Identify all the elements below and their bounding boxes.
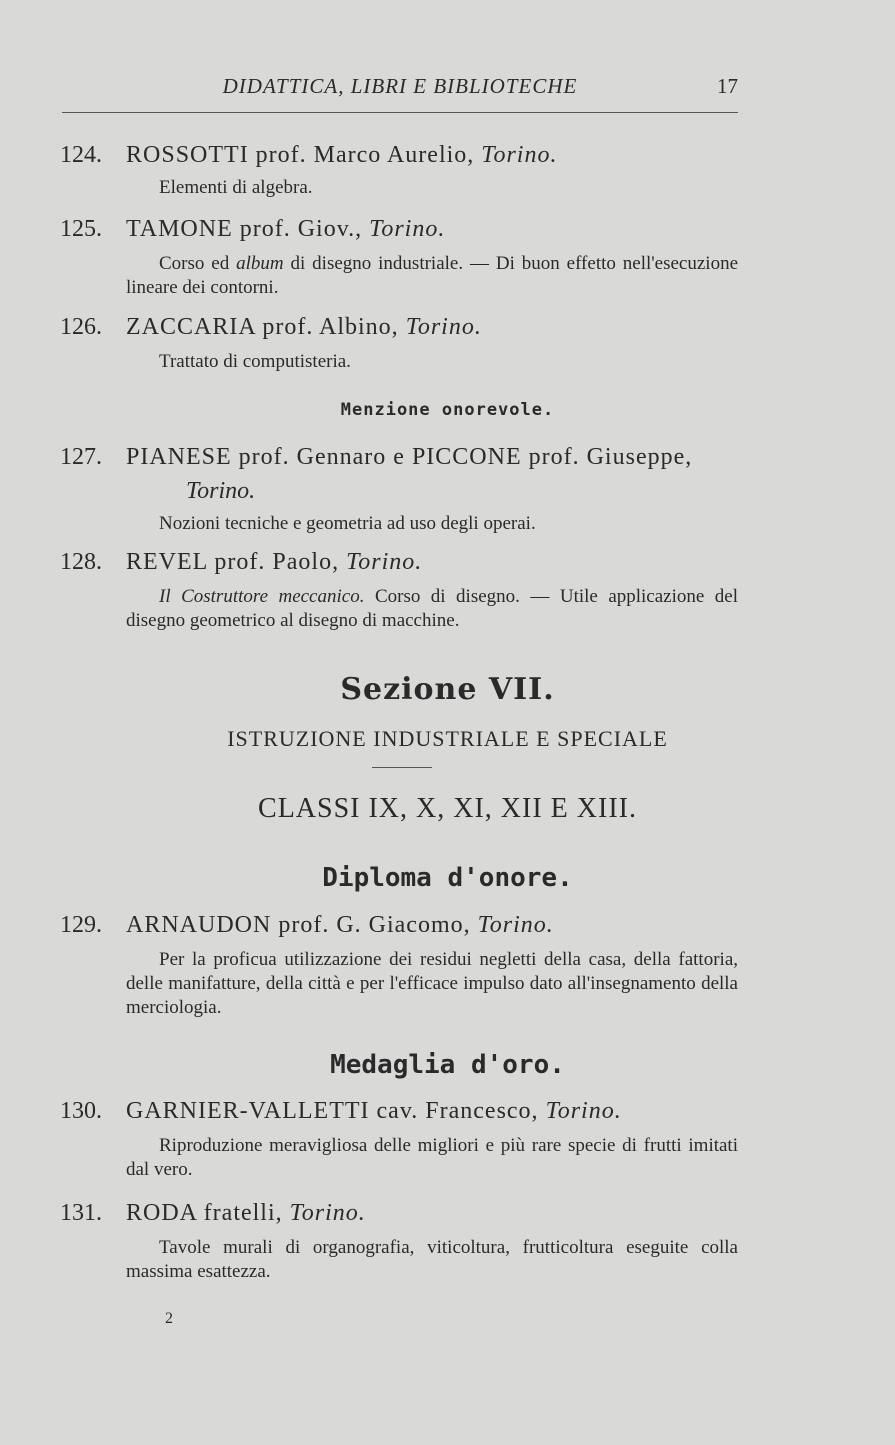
entry-129 [0,912,895,1018]
divider [372,767,432,768]
entry-description: Il Costruttore meccanico. Corso di disegno. — Utile applicazione del disegno geometrico al disegno di macchine. [126,586,739,631]
entry-131 [0,1200,895,1282]
entry-name: ARNAUDON prof. G. Giacomo, Torino. [126,912,554,938]
entry-125 [0,216,895,298]
classes-heading: CLASSI IX, X, XI, XII E XIII. [258,793,637,824]
entry-number: 127. [60,444,102,470]
entry-number: 126. [60,314,102,340]
entry-number: 128. [60,549,102,575]
entry-description: Trattato di computisteria. [159,351,351,372]
entry-name: ROSSOTTI prof. Marco Aurelio, Torino. [126,142,558,168]
entry-description: Elementi di algebra. [159,177,313,198]
entry-127 [0,444,895,534]
signature-mark: 2 [165,1310,173,1327]
award-heading-medaglia: Medaglia d'oro. [330,1050,565,1080]
page-header [62,72,738,113]
entry-number: 125. [60,216,102,242]
entry-description: Riproduzione meravigliosa delle migliori e più rare specie di frutti imitati dal vero. [126,1135,738,1180]
award-heading-menzione: Menzione onorevole. [340,400,555,420]
entry-name: PIANESE prof. Gennaro e PICCONE prof. Giuseppe, [126,444,693,470]
entry-name: RODA fratelli, Torino. [126,1200,366,1226]
entry-description: Corso ed album di disegno industriale. — Di buon effetto nell'esecuzione lineare dei contorni. [126,253,739,298]
entry-description: Nozioni tecniche e geometria ad uso degli operai. [159,513,536,534]
entry-name: ZACCARIA prof. Albino, Torino. [126,314,482,340]
entry-128 [0,549,895,631]
entry-name: GARNIER-VALLETTI cav. Francesco, Torino. [126,1098,622,1124]
entry-name: TAMONE prof. Giov., Torino. [126,216,446,242]
entry-130 [0,1098,895,1180]
entry-description: Per la proficua utilizzazione dei residui negletti della casa, della fattoria, delle manifatture, della città e per l'efficace impulso dato all'insegnamento della merciologia. [126,949,738,1018]
section-title: Sezione VII. [340,672,555,707]
entry-city: Torino. [186,478,256,504]
page-number: 17 [717,74,738,98]
entry-number: 124. [60,142,102,168]
award-heading-diploma: Diploma d'onore. [322,863,573,893]
entry-name: REVEL prof. Paolo, Torino. [126,549,423,575]
running-title: DIDATTICA, LIBRI E BIBLIOTECHE [222,74,578,98]
entry-126 [0,314,895,372]
entry-124 [0,142,895,198]
entry-description: Tavole murali di organografia, viticoltura, frutticoltura eseguite colla massima esattezza. [126,1237,738,1282]
entry-number: 129. [60,912,102,938]
entry-number: 131. [60,1200,102,1226]
entry-number: 130. [60,1098,102,1124]
section-subtitle: ISTRUZIONE INDUSTRIALE E SPECIALE [227,726,668,751]
